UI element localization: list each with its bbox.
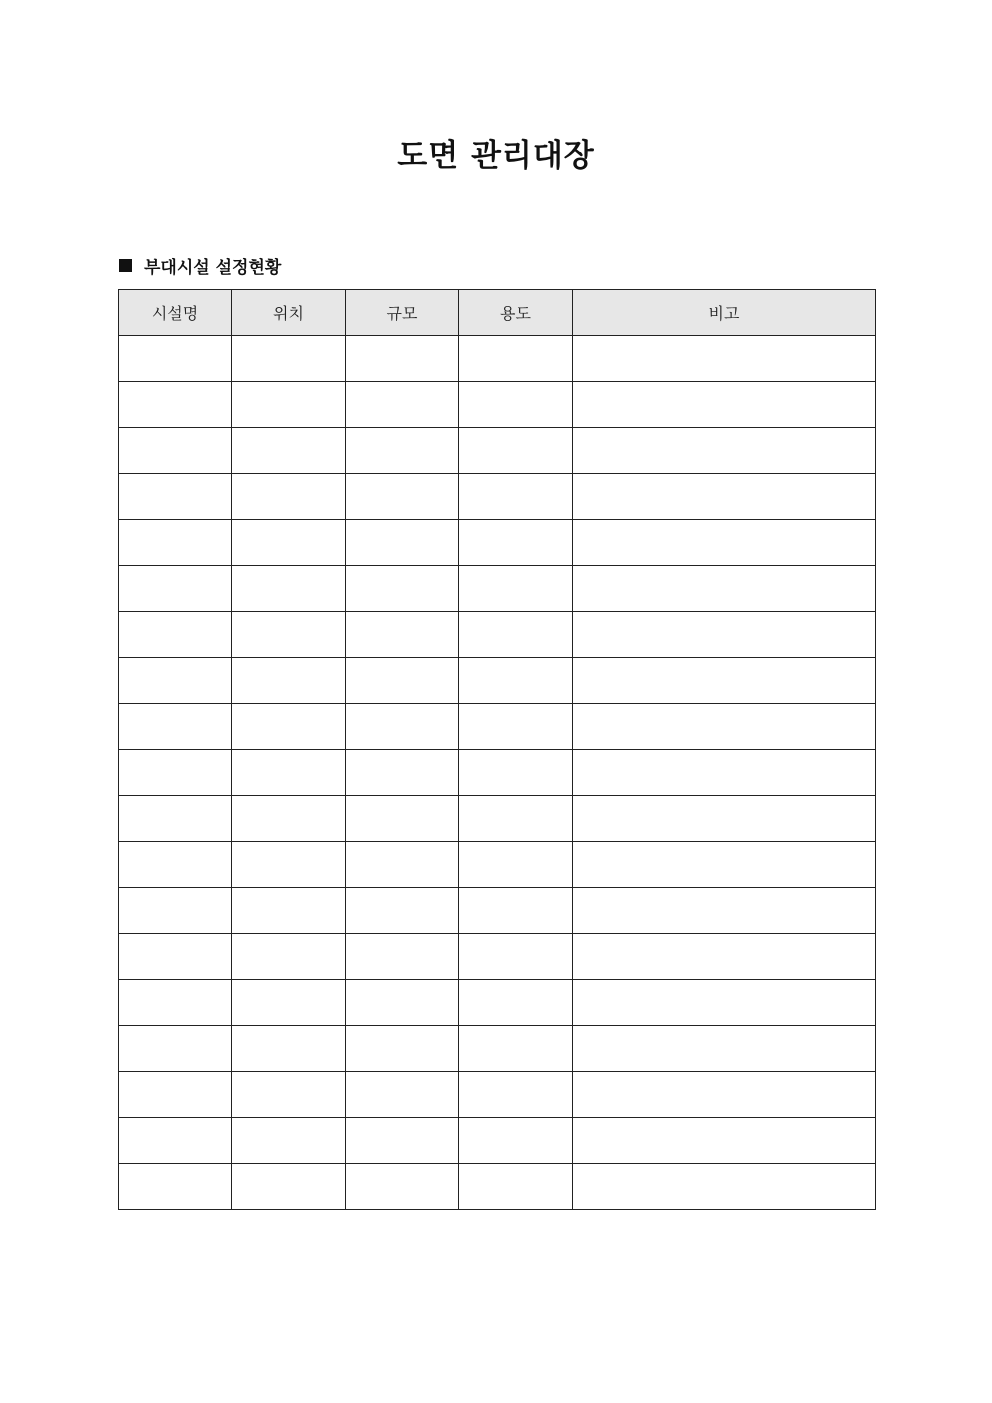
cell-purpose[interactable] xyxy=(459,796,573,842)
cell-location[interactable] xyxy=(232,1118,346,1164)
cell-facility-name[interactable] xyxy=(119,750,232,796)
header-remarks: 비고 xyxy=(573,290,876,336)
cell-location[interactable] xyxy=(232,428,346,474)
cell-facility-name[interactable] xyxy=(119,796,232,842)
table-row xyxy=(119,520,876,566)
cell-scale[interactable] xyxy=(346,796,459,842)
cell-facility-name[interactable] xyxy=(119,612,232,658)
section-heading-label: 부대시설 설정현황 xyxy=(144,257,282,278)
cell-location[interactable] xyxy=(232,980,346,1026)
cell-location[interactable] xyxy=(232,566,346,612)
cell-purpose[interactable] xyxy=(459,1164,573,1210)
cell-facility-name[interactable] xyxy=(119,1118,232,1164)
cell-remarks[interactable] xyxy=(573,796,876,842)
cell-location[interactable] xyxy=(232,520,346,566)
cell-purpose[interactable] xyxy=(459,474,573,520)
cell-purpose[interactable] xyxy=(459,888,573,934)
table-row xyxy=(119,566,876,612)
cell-scale[interactable] xyxy=(346,888,459,934)
cell-purpose[interactable] xyxy=(459,1026,573,1072)
table-body xyxy=(119,336,876,1210)
table-row xyxy=(119,1072,876,1118)
cell-location[interactable] xyxy=(232,336,346,382)
cell-location[interactable] xyxy=(232,612,346,658)
cell-location[interactable] xyxy=(232,888,346,934)
cell-remarks[interactable] xyxy=(573,520,876,566)
section-heading xyxy=(119,252,281,278)
table-row xyxy=(119,796,876,842)
cell-purpose[interactable] xyxy=(459,980,573,1026)
cell-scale[interactable] xyxy=(346,980,459,1026)
facility-table xyxy=(118,289,876,1210)
cell-purpose[interactable] xyxy=(459,428,573,474)
cell-location[interactable] xyxy=(232,658,346,704)
table-row xyxy=(119,750,876,796)
cell-facility-name[interactable] xyxy=(119,1164,232,1210)
cell-purpose[interactable] xyxy=(459,750,573,796)
cell-remarks[interactable] xyxy=(573,474,876,520)
cell-scale[interactable] xyxy=(346,520,459,566)
cell-remarks[interactable] xyxy=(573,336,876,382)
cell-purpose[interactable] xyxy=(459,658,573,704)
cell-remarks[interactable] xyxy=(573,428,876,474)
cell-remarks[interactable] xyxy=(573,612,876,658)
table-row xyxy=(119,658,876,704)
cell-facility-name[interactable] xyxy=(119,980,232,1026)
cell-location[interactable] xyxy=(232,1164,346,1210)
cell-scale[interactable] xyxy=(346,704,459,750)
table-row xyxy=(119,888,876,934)
cell-location[interactable] xyxy=(232,704,346,750)
square-bullet-icon xyxy=(119,259,132,272)
cell-scale[interactable] xyxy=(346,1072,459,1118)
table-header-row xyxy=(119,290,876,336)
cell-scale[interactable] xyxy=(346,842,459,888)
table-row xyxy=(119,474,876,520)
cell-remarks[interactable] xyxy=(573,980,876,1026)
cell-scale[interactable] xyxy=(346,1118,459,1164)
cell-purpose[interactable] xyxy=(459,612,573,658)
cell-facility-name[interactable] xyxy=(119,566,232,612)
cell-scale[interactable] xyxy=(346,658,459,704)
cell-scale[interactable] xyxy=(346,750,459,796)
cell-location[interactable] xyxy=(232,474,346,520)
cell-facility-name[interactable] xyxy=(119,1072,232,1118)
header-facility-name: 시설명 xyxy=(119,290,232,336)
cell-scale[interactable] xyxy=(346,566,459,612)
cell-remarks[interactable] xyxy=(573,658,876,704)
cell-remarks[interactable] xyxy=(573,704,876,750)
cell-location[interactable] xyxy=(232,1072,346,1118)
cell-facility-name[interactable] xyxy=(119,1026,232,1072)
table-row xyxy=(119,336,876,382)
cell-remarks[interactable] xyxy=(573,1164,876,1210)
cell-purpose[interactable] xyxy=(459,1072,573,1118)
cell-purpose[interactable] xyxy=(459,1118,573,1164)
cell-facility-name[interactable] xyxy=(119,704,232,750)
cell-facility-name[interactable] xyxy=(119,934,232,980)
cell-scale[interactable] xyxy=(346,934,459,980)
cell-remarks[interactable] xyxy=(573,888,876,934)
table-row xyxy=(119,1026,876,1072)
table-row xyxy=(119,382,876,428)
cell-purpose[interactable] xyxy=(459,704,573,750)
cell-purpose[interactable] xyxy=(459,566,573,612)
table-row xyxy=(119,612,876,658)
cell-remarks[interactable] xyxy=(573,1072,876,1118)
cell-facility-name[interactable] xyxy=(119,428,232,474)
cell-location[interactable] xyxy=(232,842,346,888)
cell-remarks[interactable] xyxy=(573,842,876,888)
cell-scale[interactable] xyxy=(346,612,459,658)
table-row xyxy=(119,980,876,1026)
table-row xyxy=(119,428,876,474)
cell-remarks[interactable] xyxy=(573,1026,876,1072)
cell-purpose[interactable] xyxy=(459,934,573,980)
table-row xyxy=(119,1118,876,1164)
page-title: 도면 관리대장 xyxy=(397,138,595,174)
cell-purpose[interactable] xyxy=(459,382,573,428)
cell-facility-name[interactable] xyxy=(119,336,232,382)
cell-location[interactable] xyxy=(232,750,346,796)
table-row xyxy=(119,1164,876,1210)
cell-purpose[interactable] xyxy=(459,842,573,888)
cell-location[interactable] xyxy=(232,382,346,428)
cell-purpose[interactable] xyxy=(459,520,573,566)
cell-remarks[interactable] xyxy=(573,566,876,612)
cell-remarks[interactable] xyxy=(573,1118,876,1164)
header-purpose: 용도 xyxy=(459,290,573,336)
header-scale: 규모 xyxy=(346,290,459,336)
cell-facility-name[interactable] xyxy=(119,520,232,566)
cell-location[interactable] xyxy=(232,796,346,842)
cell-scale[interactable] xyxy=(346,474,459,520)
cell-facility-name[interactable] xyxy=(119,888,232,934)
cell-scale[interactable] xyxy=(346,382,459,428)
cell-remarks[interactable] xyxy=(573,934,876,980)
cell-scale[interactable] xyxy=(346,1164,459,1210)
header-location: 위치 xyxy=(232,290,346,336)
cell-scale[interactable] xyxy=(346,428,459,474)
cell-facility-name[interactable] xyxy=(119,474,232,520)
cell-scale[interactable] xyxy=(346,1026,459,1072)
table-row xyxy=(119,934,876,980)
table-row xyxy=(119,842,876,888)
cell-location[interactable] xyxy=(232,1026,346,1072)
cell-purpose[interactable] xyxy=(459,336,573,382)
cell-remarks[interactable] xyxy=(573,382,876,428)
cell-location[interactable] xyxy=(232,934,346,980)
table-row xyxy=(119,704,876,750)
cell-facility-name[interactable] xyxy=(119,842,232,888)
cell-remarks[interactable] xyxy=(573,750,876,796)
cell-scale[interactable] xyxy=(346,336,459,382)
cell-facility-name[interactable] xyxy=(119,382,232,428)
cell-facility-name[interactable] xyxy=(119,658,232,704)
